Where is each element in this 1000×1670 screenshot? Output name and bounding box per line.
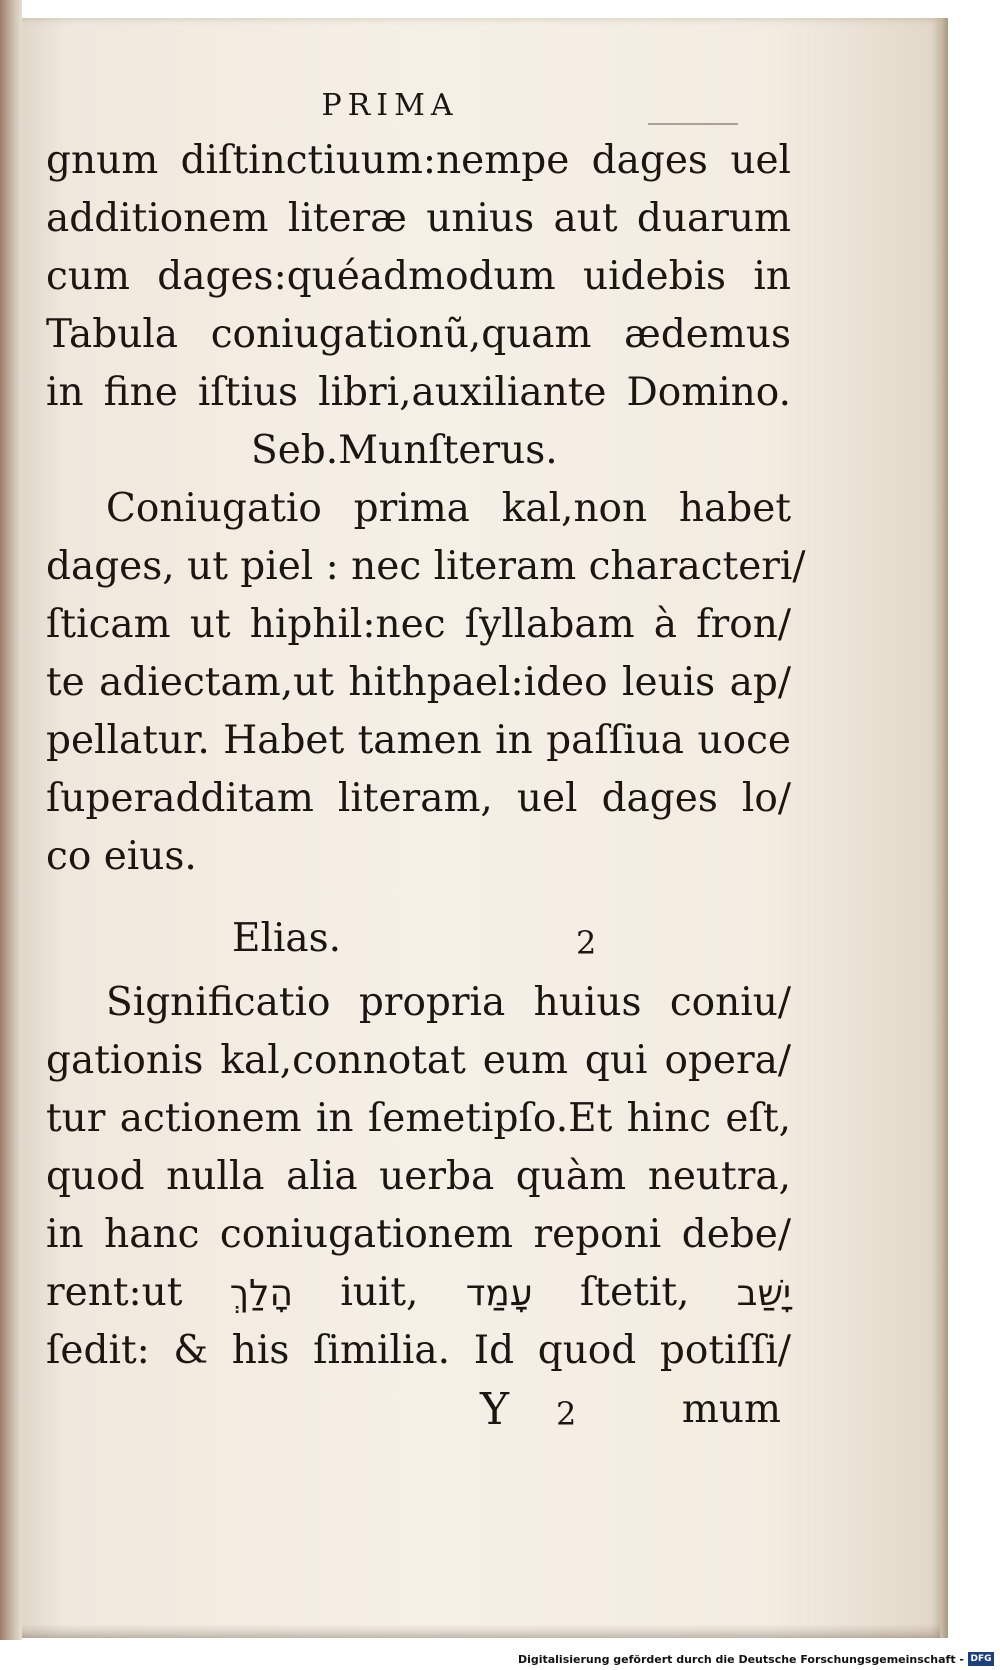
signature-line <box>46 1380 791 1440</box>
digitization-credit-bar <box>0 1646 1000 1670</box>
speaker-heading: Seb.Munſterus. <box>251 428 558 473</box>
main-text <box>46 132 806 1380</box>
hebrew-word: יָשַׁב <box>736 1273 792 1314</box>
text-line: ſticam ut hiphil:nec ſyllabam à fron/ <box>46 602 791 647</box>
text-line: te adiectam,ut hithpael:ideo leuis ap/ <box>46 660 791 705</box>
text-line: additionem literæ unius aut duarum <box>46 196 791 241</box>
signature-mark: Y <box>480 1384 510 1435</box>
text-line: Significatio propria huius coniu/ <box>106 980 791 1025</box>
text-fragment: rent:ut <box>46 1270 183 1315</box>
text-line-hebrew <box>46 1264 791 1322</box>
text-line: gnum diſtinctiuum:nempe dages uel <box>46 138 791 183</box>
signature-number: 2 <box>556 1395 577 1433</box>
text-line: cum dages:quéadmodum uidebis in <box>46 254 791 299</box>
speaker-heading: Elias. <box>232 916 342 961</box>
text-line: quod nulla alia uerba quàm neutra, <box>46 1154 791 1199</box>
catchword: mum <box>681 1387 781 1432</box>
page-fore-edge <box>940 18 948 1638</box>
text-line: pellatur. Habet tamen in paſſiua uoce <box>46 718 791 763</box>
text-line: dages, ut piel : nec literam characteri/ <box>46 544 806 589</box>
dfg-logo: DFG <box>968 1652 994 1666</box>
text-fragment: iuit, <box>340 1270 419 1315</box>
text-line: ſedit: & his ſimilia. Id quod potiſſi/ <box>46 1328 791 1373</box>
hebrew-word: עָמַד <box>465 1273 533 1314</box>
text-line: ſuperadditam literam, uel dages lo/ <box>46 776 791 821</box>
text-fragment: ſtetit, <box>579 1270 690 1315</box>
text-line: in hanc coniugationem reponi debe/ <box>46 1212 791 1257</box>
text-line: tur actionem in ſemetipſo.Et hinc eſt, <box>46 1096 791 1141</box>
book-spine-edge <box>0 0 22 1640</box>
credit-text: Digitalisierung gefördert durch die Deutsche Forschungsgemeinschaft - <box>517 1653 964 1666</box>
text-line: in fine iſtius libri,auxiliante Domino. <box>46 370 791 415</box>
text-line: Tabula coniugationũ,quam ædemus <box>46 312 791 357</box>
running-head: PRIMA <box>321 88 459 123</box>
text-line: co eius. <box>46 834 197 879</box>
hebrew-word: הָלַךְ <box>229 1273 294 1314</box>
speaker-heading-row <box>46 904 791 974</box>
text-line: Coniugatio prima kal,non habet <box>106 486 791 531</box>
printer-mark <box>648 123 738 129</box>
section-number: 2 <box>576 924 597 962</box>
text-line: gationis kal,connotat eum qui opera/ <box>46 1038 791 1083</box>
